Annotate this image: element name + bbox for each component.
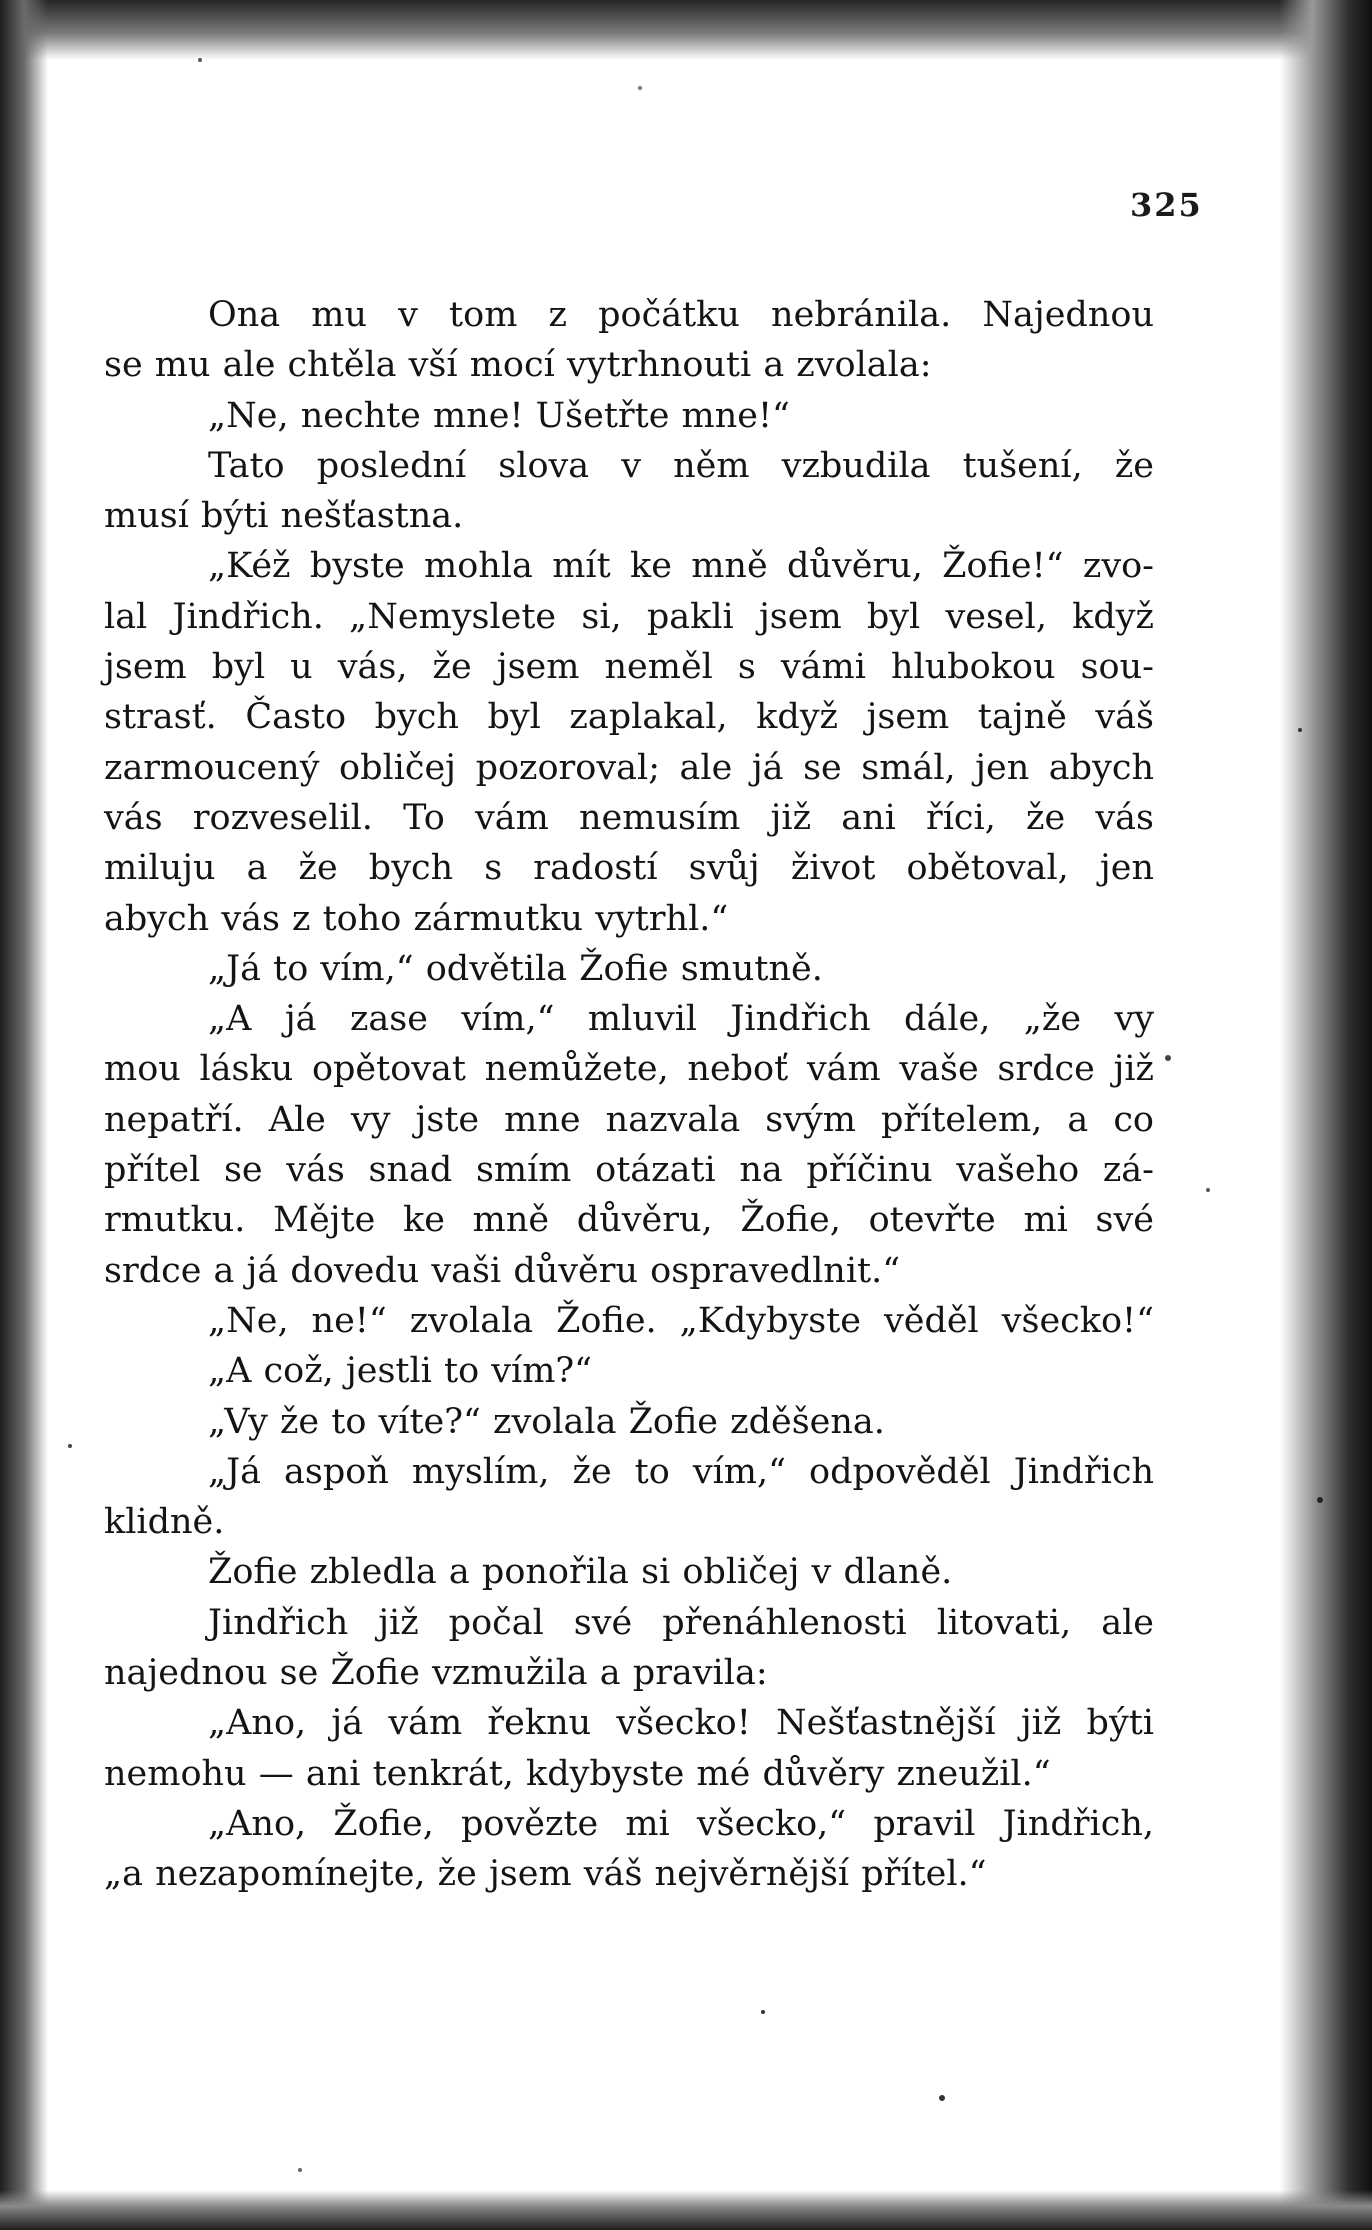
text-line: Ona mu v tom z počátku nebránila. Najednou xyxy=(208,295,1154,335)
body-text xyxy=(104,290,1154,1900)
text-line: musí býti nešťastna. xyxy=(104,496,464,537)
text-line: „Já aspoň myslím, že to vím,“ odpověděl Jindřich xyxy=(208,1451,1154,1492)
text-line: lal Jindřich. „Nemyslete si, pakli jsem byl vesel, když xyxy=(104,596,1154,637)
page-number: 325 xyxy=(1130,186,1203,224)
text-line: najednou se Žofie vzmužila a pravila: xyxy=(104,1653,768,1694)
text-line: srdce a já dovedu vaši důvěru ospravedlnit.“ xyxy=(104,1250,901,1291)
text-line: Jindřich již počal své přenáhlenosti litovati, ale xyxy=(208,1602,1154,1643)
text-line: „Ano, já vám řeknu všecko! Nešťastnější již býti xyxy=(208,1703,1154,1744)
text-line: „Vy že to víte?“ zvolala Žofie zděšena. xyxy=(208,1401,885,1442)
text-line: mou lásku opětovat nemůžete, neboť vám vaše srdce již xyxy=(104,1049,1154,1090)
text-line: zarmoucený obličej pozoroval; ale já se smál, jen abych xyxy=(104,747,1154,788)
text-line: „a nezapomínejte, že jsem váš nejvěrnější přítel.“ xyxy=(104,1854,987,1895)
text-line: jsem byl u vás, že jsem neměl s vámi hlubokou sou- xyxy=(104,647,1154,688)
text-line: „A což, jestli to vím?“ xyxy=(208,1351,593,1392)
text-line: přítel se vás snad smím otázati na příčinu vašeho zá- xyxy=(104,1150,1154,1191)
text-line: „Ne, nechte mne! Ušetřte mne!“ xyxy=(208,395,790,436)
text-line: „Kéž byste mohla mít ke mně důvěru, Žofie!“ zvo- xyxy=(208,546,1154,587)
text-line: strasť. Často bych byl zaplakal, když jsem tajně váš xyxy=(104,697,1154,738)
text-line: se mu ale chtěla vší mocí vytrhnouti a zvolala: xyxy=(104,345,932,386)
text-line: klidně. xyxy=(104,1502,225,1543)
text-line: „Ne, ne!“ zvolala Žofie. „Kdybyste věděl všecko!“ xyxy=(208,1300,1154,1341)
text-line: nepatří. Ale vy jste mne nazvala svým přítelem, a co xyxy=(104,1099,1154,1140)
text-line: „Ano, Žofie, povězte mi všecko,“ pravil Jindřich, xyxy=(208,1803,1154,1844)
text-line: rmutku. Mějte ke mně důvěru, Žofie, otevřte mi své xyxy=(104,1200,1154,1241)
text-line: „Já to vím,“ odvětila Žofie smutně. xyxy=(208,948,823,989)
text-line: miluju a že bych s radostí svůj život obětoval, jen xyxy=(104,848,1154,889)
text-line: abych vás z toho zármutku vytrhl.“ xyxy=(104,898,729,939)
text-line: „A já zase vím,“ mluvil Jindřich dále, „že vy xyxy=(208,999,1154,1040)
text-line: vás rozveselil. To vám nemusím již ani říci, že vás xyxy=(104,797,1154,838)
text-line: Žofie zbledla a ponořila si obličej v dlaně. xyxy=(208,1552,953,1593)
text-line: Tato poslední slova v něm vzbudila tušení, že xyxy=(208,445,1154,486)
text-line: nemohu — ani tenkrát, kdybyste mé důvěry zneužil.“ xyxy=(104,1753,1051,1794)
